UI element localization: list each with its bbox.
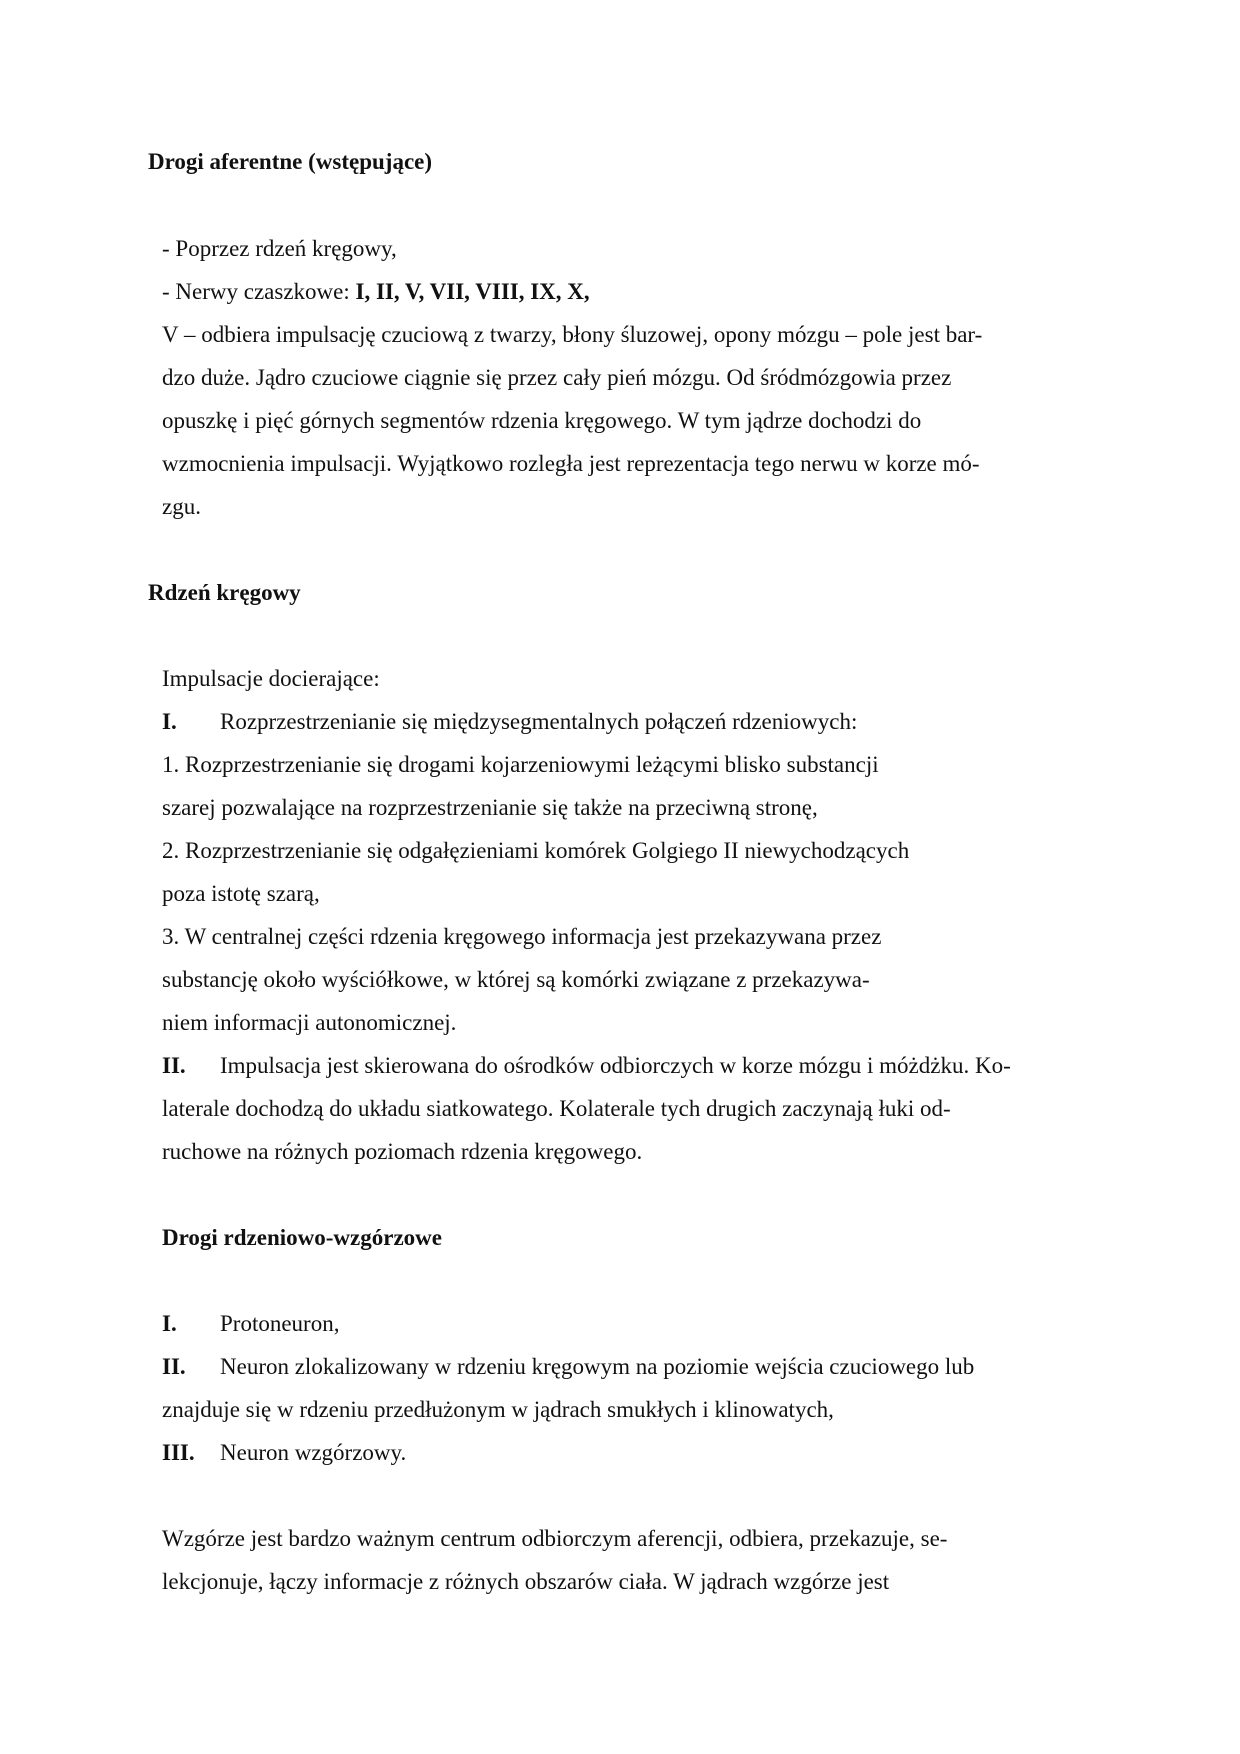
roman-numeral: I. (162, 709, 177, 734)
roman-numeral: I. (162, 1311, 177, 1336)
heading-rdzen-kregowy: Rdzeń kręgowy (148, 580, 301, 605)
roman-numeral: II. (162, 1053, 186, 1078)
sub-item-line: szarej pozwalające na rozprzestrzenianie się także na przeciwną stronę, (162, 795, 818, 820)
intro-line: Impulsacje docierające: (162, 666, 380, 691)
paragraph-line: opuszkę i pięć górnych segmentów rdzenia kręgowego. W tym jądrze dochodzi do (162, 408, 922, 433)
list-item: - Poprzez rdzeń kręgowy, (162, 236, 397, 261)
sub-item-line: 3. W centralnej części rdzenia kręgowego informacja jest przekazywana przez (162, 924, 882, 949)
paragraph-line: lekcjonuje, łączy informacje z różnych obszarów ciała. W jądrach wzgórze jest (162, 1569, 890, 1594)
heading-drogi-aferentne: Drogi aferentne (wstępujące) (148, 149, 433, 174)
list-item-prefix: - Nerwy czaszkowe: (162, 279, 356, 304)
sub-item-line: 2. Rozprzestrzenianie się odgałęzieniami komórek Golgiego II niewychodzących (162, 838, 910, 863)
paragraph-line: wzmocnienia impulsacji. Wyjątkowo rozległa jest reprezentacja tego nerwu w korze mó- (162, 451, 980, 476)
list-item-continuation: laterale dochodzą do układu siatkowatego. Kolaterale tych drugich zaczynają łuki od- (162, 1096, 951, 1121)
heading-drogi-rdzeniowo-wzgorzowe: Drogi rdzeniowo-wzgórzowe (162, 1225, 442, 1250)
paragraph-line: V – odbiera impulsację czuciową z twarzy, błony śluzowej, opony mózgu – pole jest bar- (162, 322, 983, 347)
list-item: Impulsacja jest skierowana do ośrodków odbiorczych w korze mózgu i móżdżku. Ko- (220, 1053, 1011, 1078)
sub-item-line: niem informacji autonomicznej. (162, 1010, 457, 1035)
paragraph-line: dzo duże. Jądro czuciowe ciągnie się przez cały pień mózgu. Od śródmózgowia przez (162, 365, 952, 390)
list-item-continuation: ruchowe na różnych poziomach rdzenia kręgowego. (162, 1139, 643, 1164)
sub-item-line: substancję około wyściółkowe, w której są komórki związane z przekazywa- (162, 967, 870, 992)
list-item (162, 277, 590, 307)
sub-item-line: 1. Rozprzestrzenianie się drogami kojarzeniowymi leżącymi blisko substancji (162, 752, 879, 777)
cranial-nerves-roman: I, II, V, VII, VIII, IX, X, (355, 279, 590, 304)
list-item: Neuron zlokalizowany w rdzeniu kręgowym na poziomie wejścia czuciowego lub (220, 1354, 975, 1379)
sub-item-line: poza istotę szarą, (162, 881, 320, 906)
roman-numeral: III. (162, 1440, 195, 1465)
list-item: Neuron wzgórzowy. (220, 1440, 407, 1465)
list-item: Rozprzestrzenianie się międzysegmentalnych połączeń rdzeniowych: (220, 709, 858, 734)
paragraph-line: Wzgórze jest bardzo ważnym centrum odbiorczym aferencji, odbiera, przekazuje, se- (162, 1526, 948, 1551)
list-item: Protoneuron, (220, 1311, 340, 1336)
roman-numeral: II. (162, 1354, 186, 1379)
paragraph-line: zgu. (162, 494, 201, 519)
list-item-continuation: znajduje się w rdzeniu przedłużonym w jądrach smukłych i klinowatych, (162, 1397, 834, 1422)
